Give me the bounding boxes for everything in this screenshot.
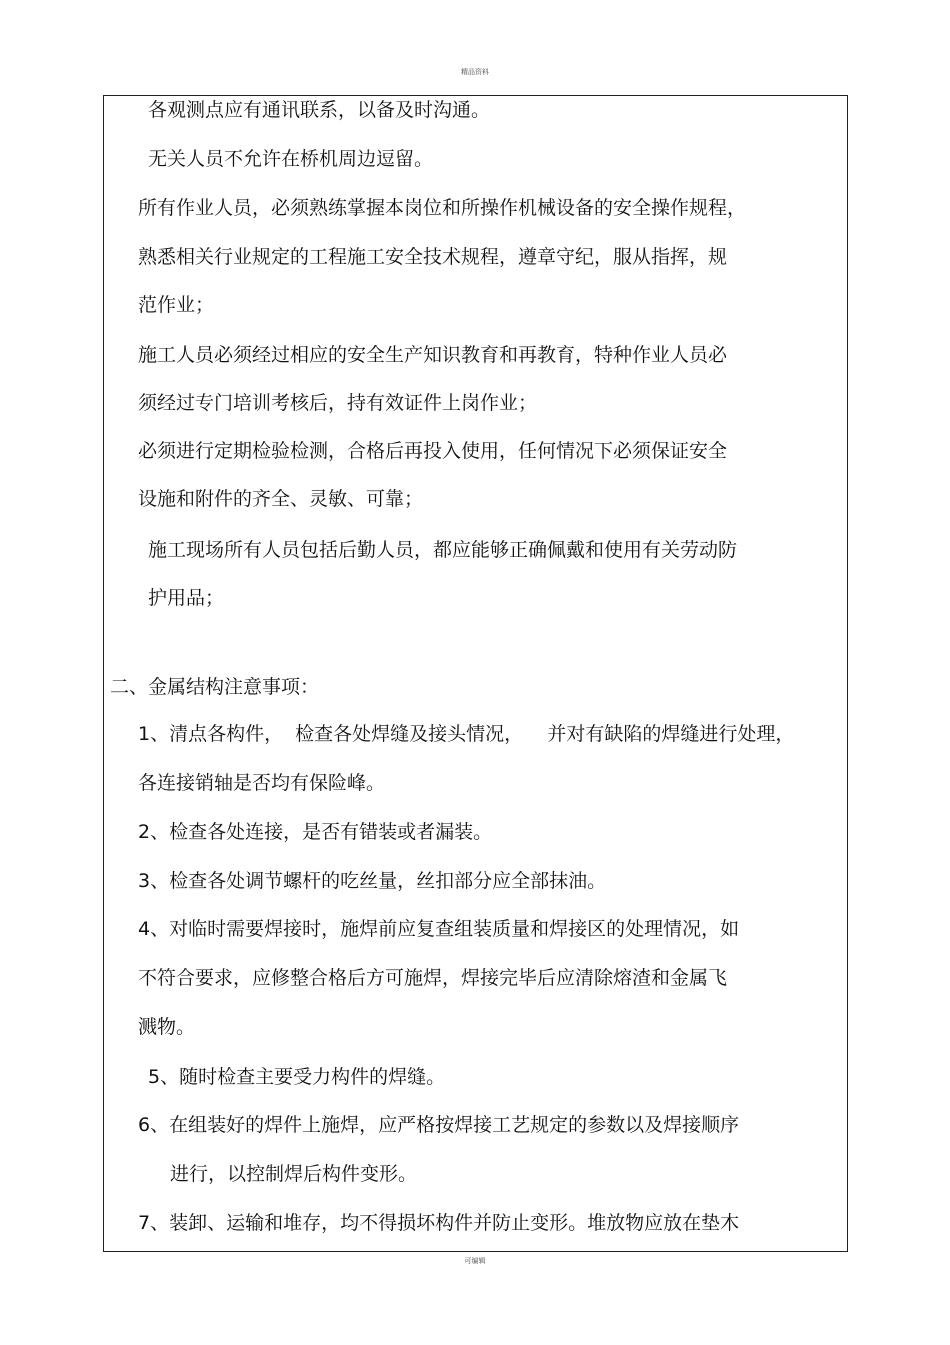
text-line: 不符合要求，应修整合格后方可施焊，焊接完毕后应清除熔渣和金属飞 [138, 967, 728, 989]
text-line: 施工人员必须经过相应的安全生产知识教育和再教育，特种作业人员必 [138, 344, 728, 366]
text-line: 溅物。 [138, 1016, 196, 1038]
text-line: 2、检查各处连接，是否有错装或者漏装。 [138, 821, 493, 843]
page-footer: 可编辑 [464, 1257, 486, 1265]
text-line: 各连接销轴是否均有保险峰。 [138, 772, 386, 794]
page-header: 精品资料 [461, 68, 489, 76]
text-line: 6、在组装好的焊件上施焊，应严格按焊接工艺规定的参数以及焊接顺序 [138, 1114, 740, 1136]
text-line: 进行，以控制焊后构件变形。 [170, 1163, 418, 1185]
text-line: 施工现场所有人员包括后勤人员，都应能够正确佩戴和使用有关劳动防 [148, 539, 738, 561]
text-line: 熟悉相关行业规定的工程施工安全技术规程，遵章守纪，服从指挥，规 [138, 246, 728, 268]
text-line: 所有作业人员，必须熟练掌握本岗位和所操作机械设备的安全操作规程， [138, 197, 747, 219]
text-line: 4、对临时需要焊接时，施焊前应复查组装质量和焊接区的处理情况，如 [138, 918, 740, 940]
text-line: 必须进行定期检验检测，合格后再投入使用，任何情况下必须保证安全 [138, 440, 728, 462]
text-line: 1、清点各构件， 检查各处焊缝及接头情况， 并对有缺陷的焊缝进行处理， [138, 723, 795, 745]
text-line: 范作业； [138, 294, 215, 316]
text-line: 3、检查各处调节螺杆的吃丝量，丝扣部分应全部抹油。 [138, 870, 607, 892]
text-line: 无关人员不允许在桥机周边逗留。 [148, 148, 434, 170]
text-line: 各观测点应有通讯联系，以备及时沟通。 [148, 99, 491, 121]
text-line: 须经过专门培训考核后，持有效证件上岗作业； [138, 392, 538, 414]
text-line: 7、装卸、运输和堆存，均不得损坏构件并防止变形。堆放物应放在垫木 [138, 1212, 740, 1234]
section-heading: 二、金属结构注意事项： [110, 676, 320, 698]
text-line: 5、随时检查主要受力构件的焊缝。 [148, 1066, 446, 1088]
text-line: 护用品； [148, 587, 225, 609]
text-line: 设施和附件的齐全、灵敏、可靠； [138, 488, 424, 510]
